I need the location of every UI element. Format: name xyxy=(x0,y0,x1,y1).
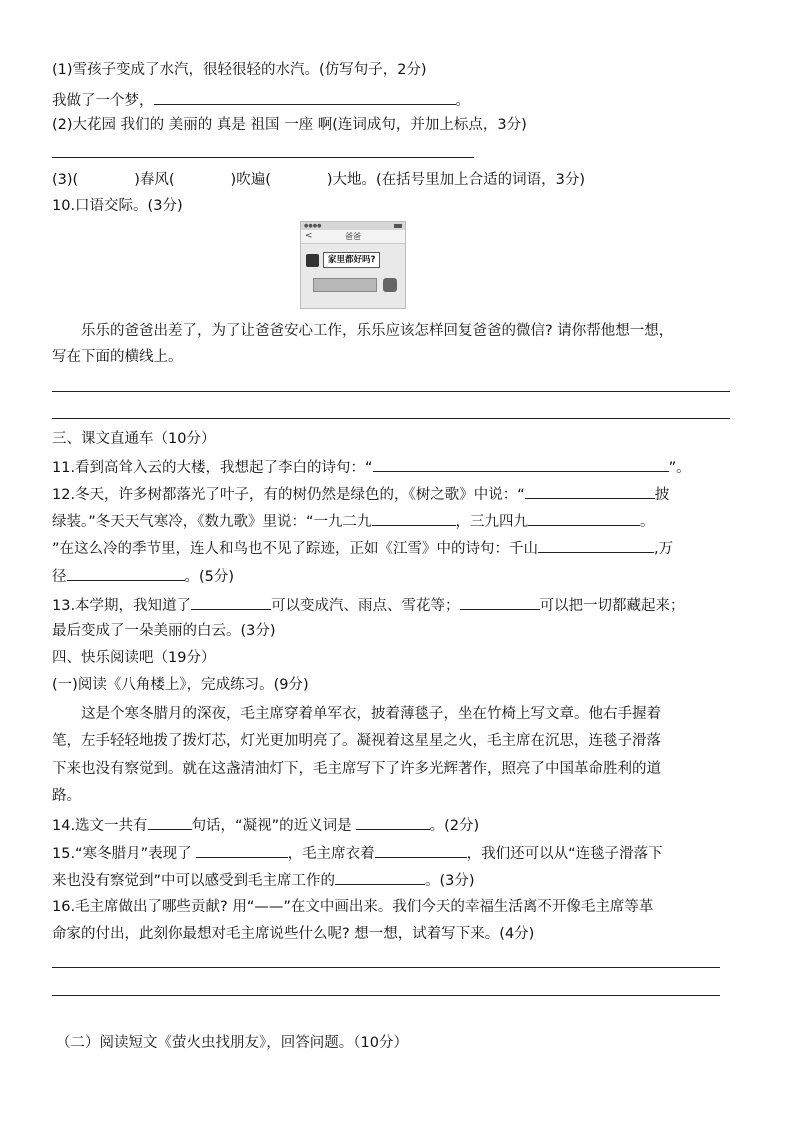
section3-heading: 三、课文直通车（10分） xyxy=(52,431,216,447)
text: (3)( xyxy=(52,172,79,188)
q14 xyxy=(52,814,479,836)
answer-blank[interactable] xyxy=(335,869,425,885)
answer-blank[interactable] xyxy=(460,594,540,610)
answer-blank[interactable] xyxy=(538,537,654,553)
message-bubble: 家里都好吗? xyxy=(323,252,380,268)
answer-blank[interactable] xyxy=(196,842,288,858)
reading1-heading: (一)阅读《八角楼上》，完成练习。(9分) xyxy=(52,677,309,693)
text: )春风( xyxy=(134,172,175,188)
answer-blank[interactable] xyxy=(356,814,430,830)
answer-blank[interactable] xyxy=(67,565,185,581)
q15-line1 xyxy=(52,842,663,864)
q9-part1-answer-line xyxy=(52,89,470,111)
q12-text: 披 xyxy=(654,487,670,503)
q12-text: 绿装。”冬天天气寒冷，《数九歌》里说：“一九二九 xyxy=(52,514,372,530)
answer-blank[interactable] xyxy=(154,89,456,105)
q13-line2: 最后变成了一朵美丽的白云。(3分) xyxy=(52,623,276,639)
avatar-icon xyxy=(306,254,319,267)
signal-icon: ●●●● xyxy=(304,223,322,229)
q12-line4 xyxy=(52,565,234,587)
q16-line1: 16.毛主席做出了哪些贡献? 用“——”在文中画出来。我们今天的幸福生活离不开像毛主席等革 xyxy=(52,899,654,915)
q14-text: 句话，“凝视”的近义词是 xyxy=(191,818,352,834)
reading1-paragraph-line3: 下来也没有察觉到。就在这盏清油灯下，毛主席写下了许多光辉著作，照亮了中国革命胜利的道 xyxy=(52,761,661,777)
q10-answer-line2[interactable] xyxy=(52,418,730,419)
q9-part2-answer-line[interactable] xyxy=(52,157,474,158)
phone-status-bar xyxy=(301,222,405,230)
q12-text: 径 xyxy=(52,569,67,585)
q14-text: 。(2分) xyxy=(429,818,480,834)
q15-text: 来也没有察觉到”中可以感受到毛主席工作的 xyxy=(52,873,336,889)
q16-line2: 命家的付出，此刻你最想对毛主席说些什么呢? 想一想，试着写下来。(4分) xyxy=(52,926,535,942)
q12-text: 。 xyxy=(640,514,655,530)
q10-paragraph-line1: 乐乐的爸爸出差了，为了让爸爸安心工作，乐乐应该怎样回复爸爸的微信? 请你帮他想一想， xyxy=(81,323,674,339)
q12-line2 xyxy=(52,510,655,532)
chat-contact-name: 爸爸 xyxy=(345,232,361,241)
reply-message xyxy=(313,278,397,292)
q11 xyxy=(52,456,691,478)
back-icon: < xyxy=(305,231,313,241)
avatar-icon xyxy=(383,278,397,292)
q13-text: 13.本学期，我知道了 xyxy=(52,598,192,614)
text: )吹遍( xyxy=(230,172,271,188)
answer-blank[interactable] xyxy=(148,814,192,830)
q12-text: ”在这么冷的季节里，连人和鸟也不见了踪迹，正如《江雪》中的诗句：千山 xyxy=(52,541,539,557)
q15-line2 xyxy=(52,869,475,891)
q15-text: ，毛主席衣着 xyxy=(287,846,375,862)
q15-text: 。(3分) xyxy=(425,873,475,889)
answer-blank[interactable] xyxy=(191,594,271,610)
q12-line3 xyxy=(52,537,673,559)
q10-title: 10.口语交际。(3分) xyxy=(52,198,183,214)
q14-text: 14.选文一共有 xyxy=(52,818,148,834)
q9-part3-prompt xyxy=(52,170,585,190)
q11-end: ”。 xyxy=(668,460,691,476)
incoming-message xyxy=(306,252,380,268)
battery-icon xyxy=(394,224,402,228)
q13-text: 可以把一切都藏起来； xyxy=(539,598,685,614)
reading1-paragraph-line2: 笔，左手轻轻地拨了拨灯芯，灯光更加明亮了。凝视着这星星之火，毛主席在沉思，连毯子滑落 xyxy=(52,733,661,749)
q9-part2-prompt: (2)大花园 我们的 美丽的 真是 祖国 一座 啊(连词成句，并加上标点，3分) xyxy=(52,117,527,133)
answer-blank[interactable] xyxy=(528,510,640,526)
answer-blank[interactable] xyxy=(373,456,669,472)
section4-heading: 四、快乐阅读吧（19分） xyxy=(52,650,216,666)
q10-paragraph-line2: 写在下面的横线上。 xyxy=(52,349,183,365)
reading1-paragraph-line1: 这是个寒冬腊月的深夜，毛主席穿着单军衣，披着薄毯子，坐在竹椅上写文章。他右手握着 xyxy=(81,706,661,722)
answer-blank[interactable] xyxy=(372,510,456,526)
q12-text: 。(5分) xyxy=(184,569,235,585)
q11-text: 11.看到高耸入云的大楼，我想起了李白的诗句：“ xyxy=(52,460,373,476)
reading1-paragraph-line4: 路。 xyxy=(52,788,81,804)
q12-line1 xyxy=(52,483,669,505)
q12-text: ,万 xyxy=(654,541,674,557)
chat-title-bar xyxy=(301,230,405,244)
answer-blank[interactable] xyxy=(525,483,655,499)
wechat-phone-image xyxy=(300,221,406,309)
q13-line1 xyxy=(52,594,685,616)
reply-bubble xyxy=(313,278,377,292)
q13-text: 可以变成汽、雨点、雪花等； xyxy=(271,598,460,614)
q12-text: ，三九四九 xyxy=(455,514,529,530)
answer-blank[interactable] xyxy=(375,842,467,858)
q10-answer-line1[interactable] xyxy=(52,391,730,392)
q16-answer-line1[interactable] xyxy=(52,967,720,968)
q16-answer-line2[interactable] xyxy=(52,995,720,996)
q15-text: 15.“寒冬腊月”表现了 xyxy=(52,846,192,862)
q9-part1-lead: 我做了一个梦， xyxy=(52,93,154,109)
q9-part1-prompt: (1)雪孩子变成了水汽，很轻很轻的水汽。(仿写句子，2分) xyxy=(52,62,427,78)
punct: 。 xyxy=(455,93,470,109)
reading2-heading: （二）阅读短文《萤火虫找朋友》，回答问题。（10分） xyxy=(56,1035,408,1051)
text: )大地。(在括号里加上合适的词语，3分) xyxy=(326,172,586,188)
q15-text: ，我们还可以从“连毯子滑落下 xyxy=(466,846,663,862)
q12-text: 12.冬天，许多树都落光了叶子，有的树仍然是绿色的，《树之歌》中说：“ xyxy=(52,487,525,503)
